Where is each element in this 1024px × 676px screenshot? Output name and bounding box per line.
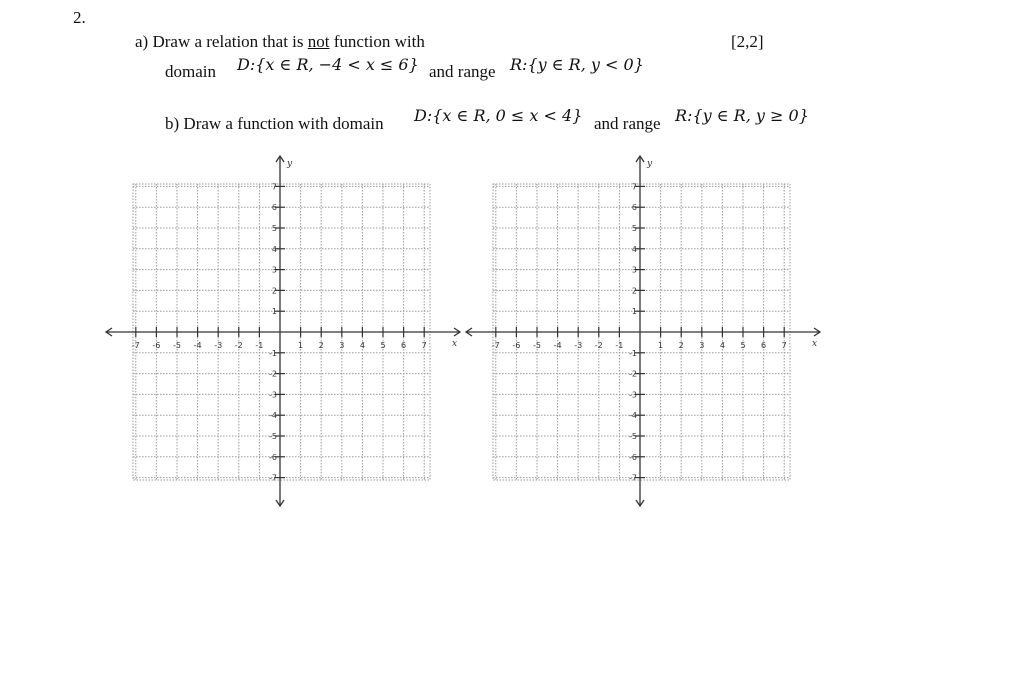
x-tick-label: -5 bbox=[173, 341, 181, 350]
y-tick-label: 1 bbox=[271, 307, 277, 317]
y-tick-label: 1 bbox=[631, 307, 637, 317]
y-tick-label: 5 bbox=[631, 224, 637, 233]
x-tick-label: 6 bbox=[761, 341, 767, 350]
y-tick-label: -4 bbox=[629, 411, 637, 421]
x-tick-label: 5 bbox=[380, 341, 386, 350]
part-b-text: b) Draw a function with domain bbox=[165, 114, 384, 133]
marks: [2,2] bbox=[731, 32, 764, 51]
y-tick-label: 6 bbox=[631, 203, 637, 213]
y-tick-label: 7 bbox=[271, 182, 277, 192]
x-tick-label: 4 bbox=[719, 341, 725, 350]
y-tick-label: 2 bbox=[631, 286, 637, 296]
y-tick-label: -5 bbox=[629, 432, 637, 441]
x-tick-label: -2 bbox=[234, 341, 243, 350]
x-tick-label: 1 bbox=[658, 341, 664, 350]
part-a-prefix: a) Draw a relation that is bbox=[135, 32, 308, 51]
x-tick-label: 7 bbox=[421, 341, 427, 350]
y-tick-label: 3 bbox=[631, 265, 637, 275]
x-tick-label: -7 bbox=[131, 341, 140, 350]
x-tick-label: -1 bbox=[615, 341, 624, 350]
y-tick-label: 3 bbox=[271, 265, 277, 275]
y-tick-label: -7 bbox=[269, 473, 277, 483]
x-tick-label: 3 bbox=[339, 341, 345, 350]
x-tick-label: 4 bbox=[359, 341, 365, 350]
part-a-not: not bbox=[307, 32, 330, 51]
y-tick-label: 2 bbox=[271, 286, 277, 296]
y-tick-label: -3 bbox=[269, 390, 277, 400]
x-tick-label: 1 bbox=[298, 341, 304, 350]
part-b-domain-math: D:{x ∈ R, 0 ≤ x < 4} bbox=[414, 106, 583, 125]
y-tick-label: -1 bbox=[629, 348, 637, 358]
question-number: 2. bbox=[73, 8, 86, 27]
x-axis-label: x bbox=[812, 339, 818, 349]
y-tick-label: -3 bbox=[629, 390, 637, 400]
y-tick-label: -2 bbox=[629, 369, 637, 379]
x-tick-label: -3 bbox=[574, 341, 583, 350]
y-tick-label: 7 bbox=[631, 182, 637, 192]
y-tick-label: -7 bbox=[629, 473, 637, 483]
x-tick-label: -7 bbox=[491, 341, 500, 350]
y-tick-label: -5 bbox=[269, 432, 277, 441]
x-tick-label: -5 bbox=[533, 341, 541, 350]
y-tick-label: -2 bbox=[269, 369, 277, 379]
x-tick-label: 3 bbox=[699, 341, 705, 350]
coordinate-grid-right bbox=[460, 150, 825, 510]
y-tick-label: -6 bbox=[629, 452, 637, 462]
x-tick-label: -6 bbox=[512, 341, 521, 350]
x-tick-label: -1 bbox=[255, 341, 264, 350]
x-axis-label: x bbox=[452, 339, 458, 349]
y-tick-label: -6 bbox=[269, 452, 277, 462]
y-tick-label: 5 bbox=[271, 224, 277, 233]
y-tick-label: 4 bbox=[631, 244, 637, 254]
x-tick-label: 5 bbox=[740, 341, 746, 350]
y-tick-label: 6 bbox=[271, 203, 277, 213]
x-tick-label: 2 bbox=[678, 341, 684, 350]
x-tick-label: -2 bbox=[594, 341, 603, 350]
x-tick-label: 2 bbox=[318, 341, 324, 350]
x-tick-label: 6 bbox=[401, 341, 407, 350]
part-b-range-math: R:{y ∈ R, y ≥ 0} bbox=[675, 106, 809, 125]
y-tick-label: 4 bbox=[271, 244, 277, 254]
part-a-domain-word: domain bbox=[165, 62, 216, 81]
y-tick-label: -4 bbox=[269, 411, 277, 421]
y-tick-label: -1 bbox=[269, 348, 277, 358]
part-b-and-range: and range bbox=[594, 114, 661, 133]
coordinate-grid-left bbox=[100, 150, 465, 510]
part-a-suffix: function with bbox=[329, 32, 425, 51]
part-a-range-math: R:{y ∈ R, y < 0} bbox=[510, 55, 644, 74]
x-tick-label: -4 bbox=[193, 341, 202, 350]
x-tick-label: -6 bbox=[152, 341, 161, 350]
x-tick-label: 7 bbox=[781, 341, 787, 350]
x-tick-label: -3 bbox=[214, 341, 223, 350]
y-axis-label: y bbox=[647, 159, 653, 169]
part-a-domain-math: D:{x ∈ R, −4 < x ≤ 6} bbox=[237, 55, 419, 74]
part-a-and-range: and range bbox=[429, 62, 496, 81]
x-tick-label: -4 bbox=[553, 341, 562, 350]
y-axis-label: y bbox=[287, 159, 293, 169]
part-a-line-1 bbox=[135, 32, 425, 52]
